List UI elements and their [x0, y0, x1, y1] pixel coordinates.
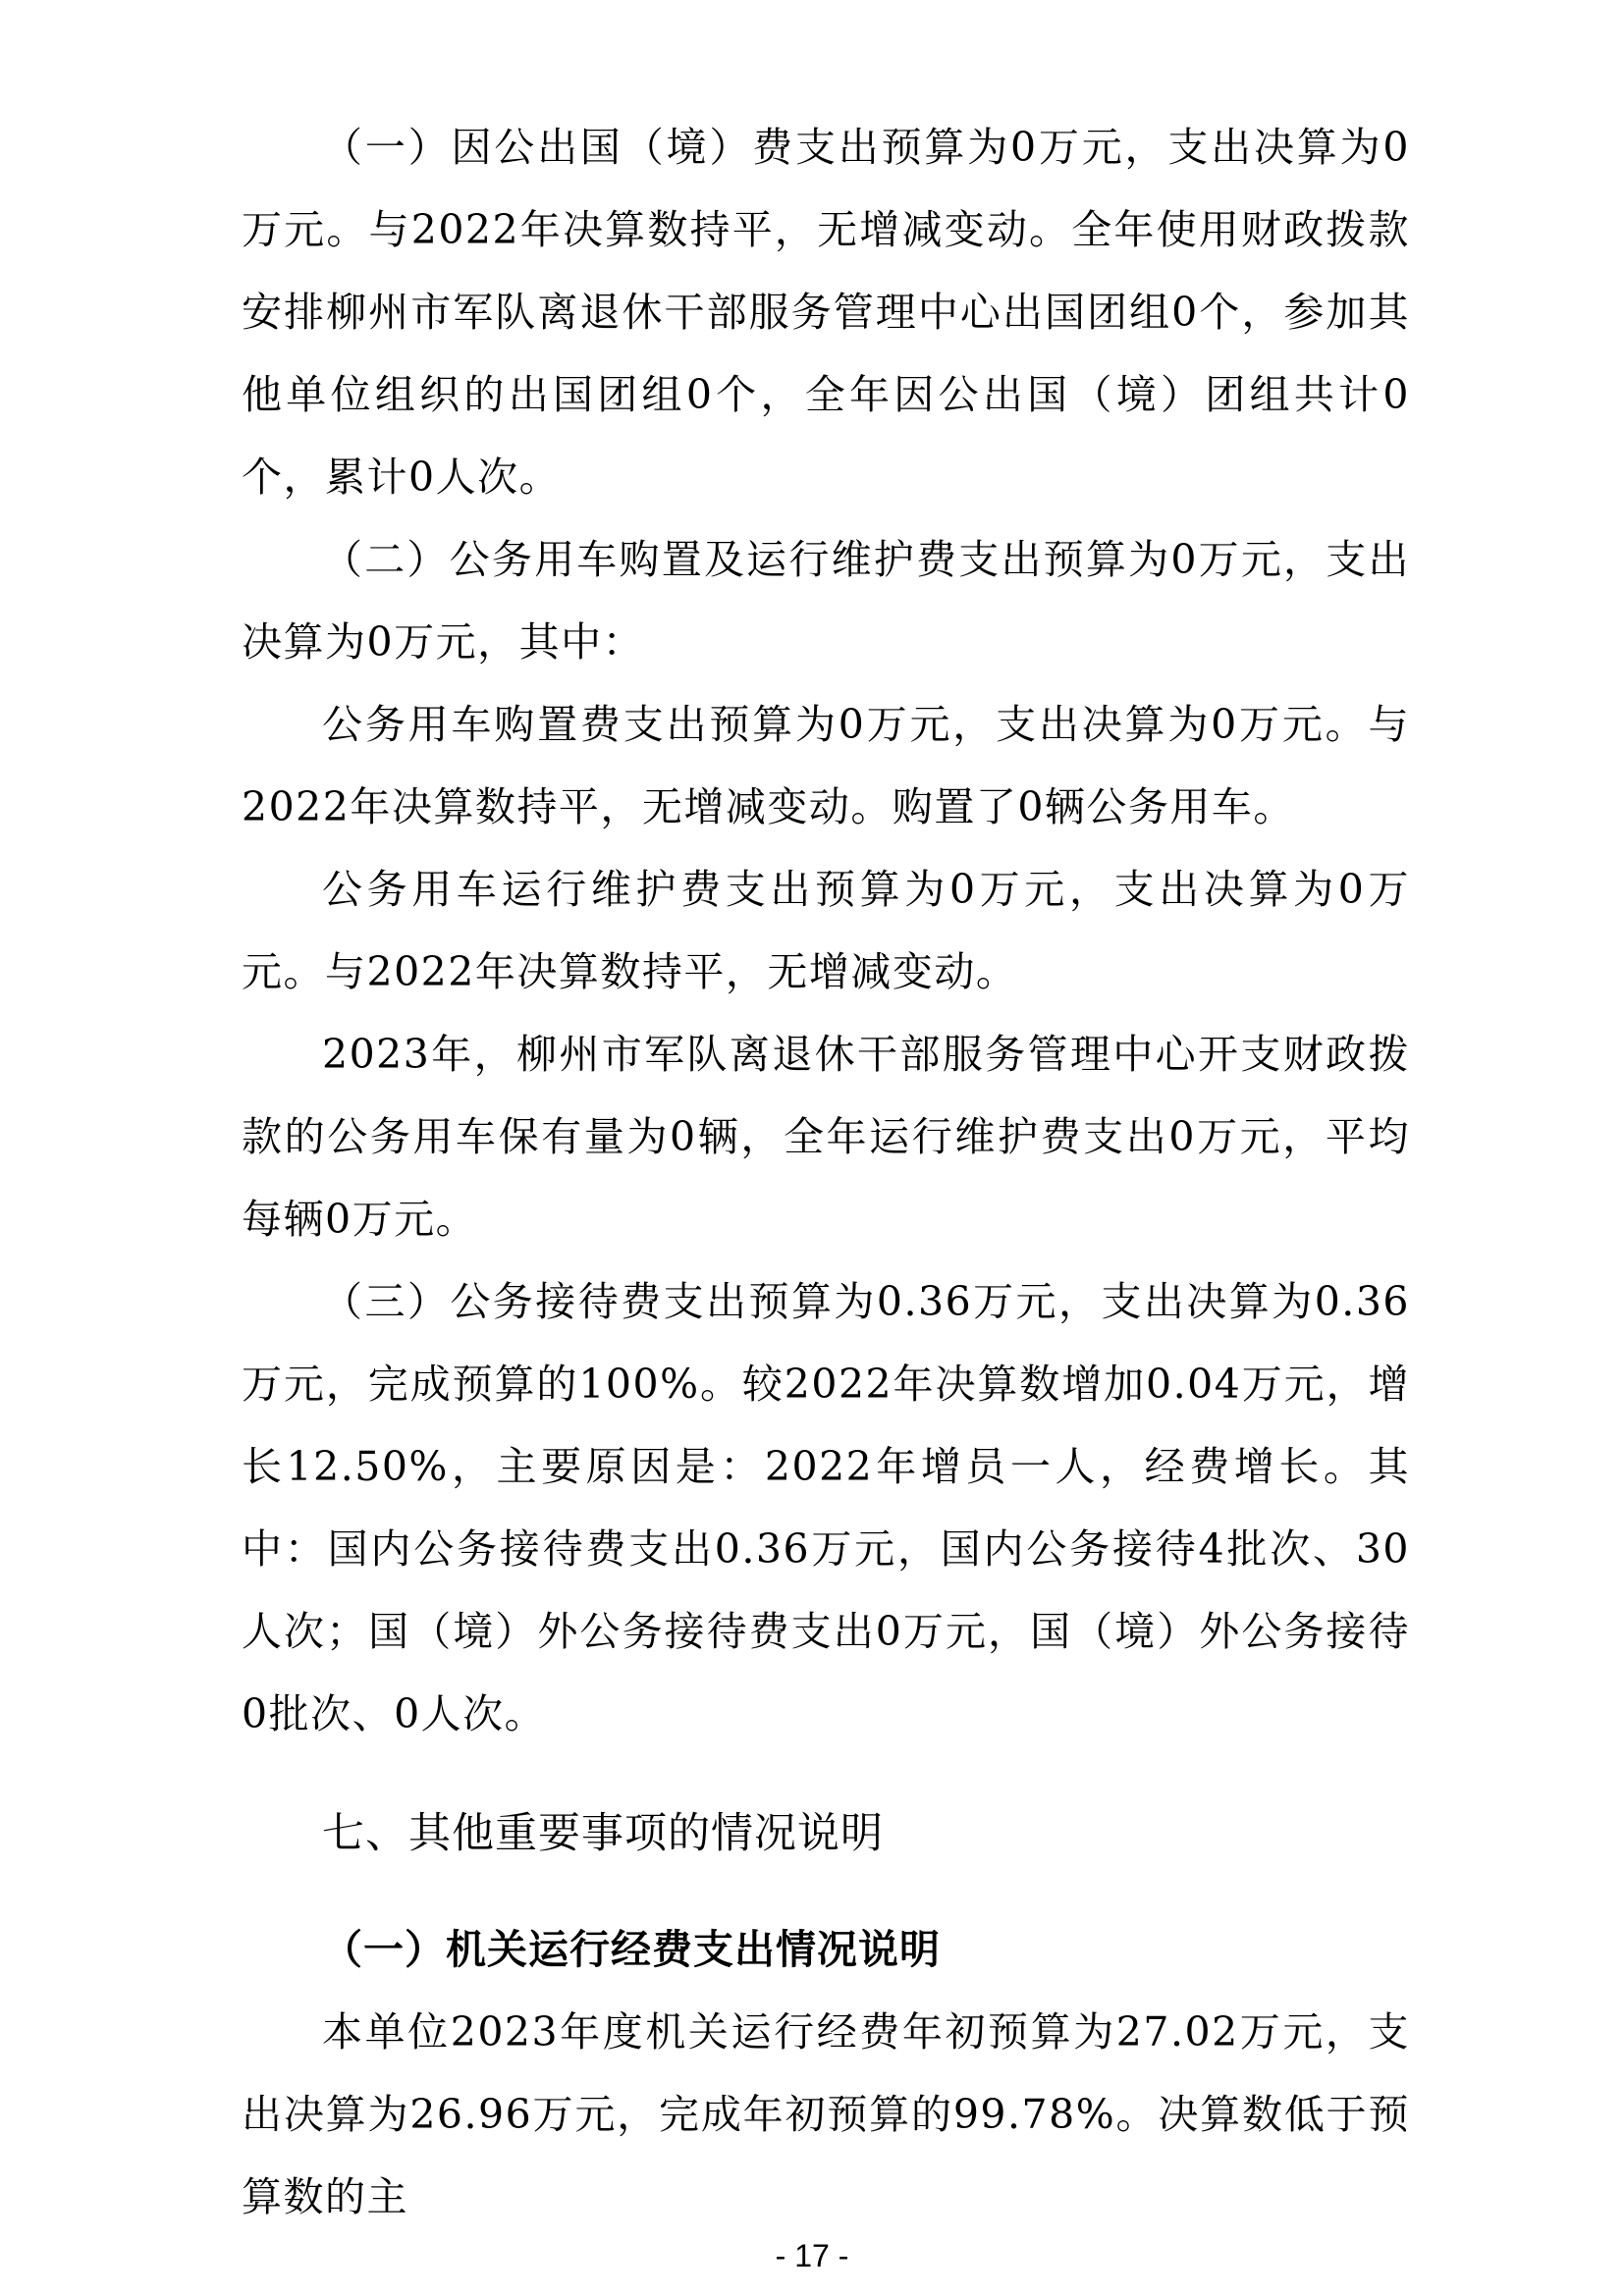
paragraph-vehicle-purchase: 公务用车购置费支出预算为0万元，支出决算为0万元。与2022年决算数持平，无增减变动。购置了0辆公务用车。	[242, 701, 1410, 830]
subsection-heading: （一）机关运行经费支出情况说明	[322, 1926, 941, 1973]
paragraph-operating-expense: 本单位2023年度机关运行经费年初预算为27.02万元，支出决算为26.96万元，完成年初预算的99.78%。决算数低于预算数的主	[242, 2008, 1410, 2220]
document-page	[242, 106, 1410, 2238]
section-heading: 七、其他重要事项的情况说明	[322, 1809, 884, 1858]
paragraph-vehicle-fleet: 2023年，柳州市军队离退休干部服务管理中心开支财政拨款的公务用车保有量为0辆，全年运行维护费支出0万元，平均每辆0万元。	[242, 1031, 1410, 1243]
paragraph-vehicle-maintenance: 公务用车运行维护费支出预算为0万元，支出决算为0万元。与2022年决算数持平，无增减变动。	[242, 866, 1410, 995]
paragraph-vehicle-expense: （二）公务用车购置及运行维护费支出预算为0万元，支出决算为0万元，其中：	[242, 536, 1410, 666]
paragraph-reception-expense: （三）公务接待费支出预算为0.36万元，支出决算为0.36万元，完成预算的100%。较2022年决算数增加0.04万元，增长12.50%，主要原因是：2022年增员一人，经费增长。其中：国内公务接待费支出0.36万元，国内公务接待4批次、30人次；国（境）外公务接待费支出0万元，国（境）外公务接待0批次、0人次。	[242, 1278, 1410, 1737]
paragraph-overseas-expense: （一）因公出国（境）费支出预算为0万元，支出决算为0万元。与2022年决算数持平，无增减变动。全年使用财政拨款安排柳州市军队离退休干部服务管理中心出国团组0个，参加其他单位组织的出国团组0个，全年因公出国（境）团组共计0个，累计0人次。	[242, 124, 1410, 501]
page-number: - 17 -	[775, 2238, 849, 2273]
